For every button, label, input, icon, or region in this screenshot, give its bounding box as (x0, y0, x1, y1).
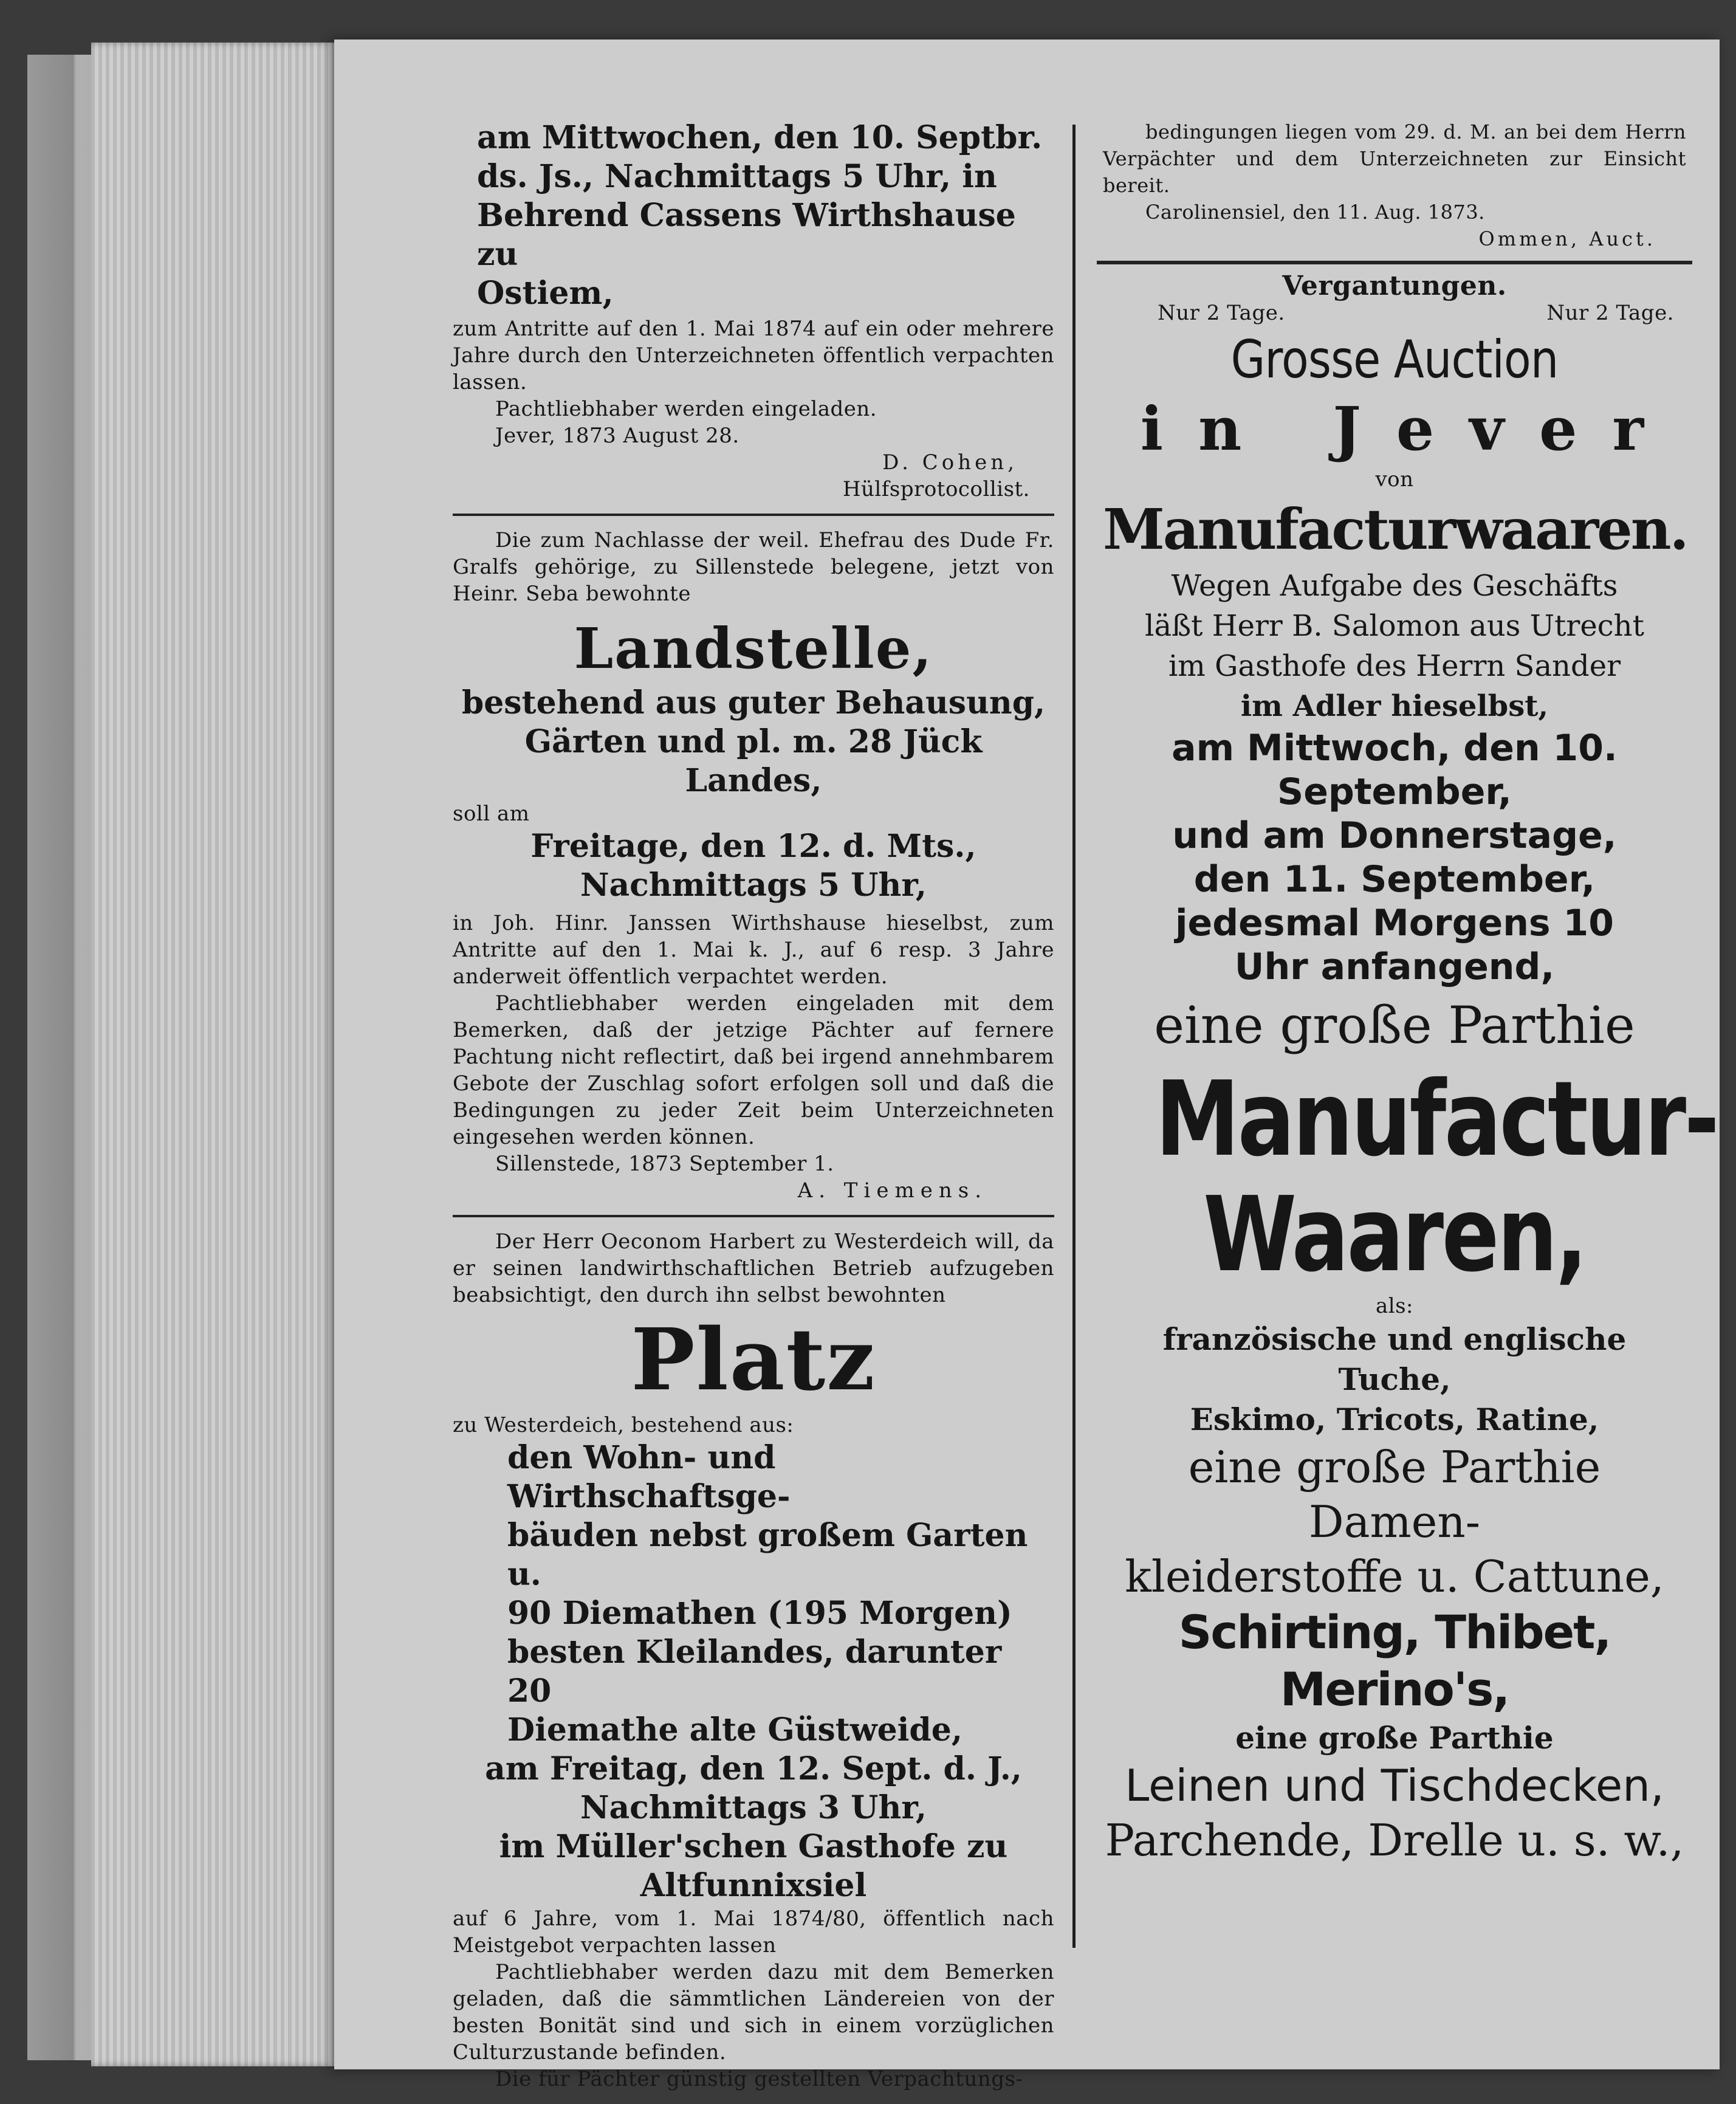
ad-platz (453, 1228, 1054, 2092)
divider (1097, 261, 1692, 264)
ad1-line: am Mittwochen, den 10. Septbr. (477, 119, 1043, 156)
ad2-date: Freitage, den 12. d. Mts., (530, 828, 976, 865)
ad3-lead: zu Westerdeich, bestehend aus: (453, 1413, 794, 1437)
date-line: jedesmal Morgens 10 (1175, 902, 1614, 944)
ad2-sub: Gärten und pl. m. 28 Jück (524, 723, 983, 760)
ad3-headline: Platz (631, 1310, 876, 1410)
partie-line: eine große Parthie (1154, 995, 1635, 1055)
days-left: Nur 2 Tage. (1158, 301, 1285, 325)
ad-landstelle (453, 527, 1054, 1204)
days-row (1103, 300, 1686, 326)
cont-body: bedingungen liegen vom 29. d. M. an bei dem Herrn Verpächter und dem Unterzeichneten zur Einsicht bereit. (1103, 120, 1686, 197)
ad1-place-date: Jever, 1873 August 28. (495, 424, 739, 448)
newspaper-page (334, 40, 1720, 2091)
goods-line: französische und englische Tuche, (1162, 1321, 1627, 1397)
ad3-date: im Müller'schen Gasthofe zu (499, 1828, 1008, 1865)
ad2-sub: Landes, (685, 762, 822, 799)
ad3-item: besten Kleilandes, darunter 20 (507, 1634, 1002, 1710)
ad-grosse-auction (1103, 270, 1718, 1868)
divider (453, 514, 1054, 516)
left-column (453, 119, 1054, 2092)
column-divider (1072, 125, 1076, 1948)
ad2-headline: Landstelle, (574, 616, 933, 681)
ad1-body: zum Antritte auf den 1. Mai 1874 auf ein oder mehrere Jahre durch den Unterzeichneten öffentlich verpachten lassen. (453, 317, 1054, 394)
ad1-signature-title: Hülfsprotocollist. (842, 477, 1030, 501)
ad-ostiem (453, 119, 1054, 503)
date-line: den 11. September, (1193, 858, 1596, 901)
divider (453, 1215, 1054, 1217)
ad3-date: Nachmittags 3 Uhr, (580, 1789, 927, 1826)
continued-notice (1103, 119, 1686, 252)
date-line: am Mittwoch, den 10. (1172, 727, 1618, 769)
title-manufacturwaaren: Manufacturwaaren. (1103, 497, 1687, 562)
cont-signature: Ommen, Auct. (1478, 227, 1656, 250)
ad3-body2: Pachtliebhaber werden dazu mit dem Bemerken geladen, daß die sämmtlichen Ländereien von der besten Bonität sind und sich in einem vorzüglichen Culturzustande befinden. (453, 1960, 1054, 2064)
ad3-item: 90 Diemathen (195 Morgen) (507, 1595, 1012, 1632)
ad2-sub: bestehend aus guter Behausung, (461, 684, 1046, 721)
goods-line: Parchende, Drelle u. s. w., (1105, 1815, 1684, 1866)
cont-place-date: Carolinensiel, den 11. Aug. 1873. (1145, 201, 1485, 224)
section-heading: Vergantungen. (1282, 270, 1507, 301)
title-grosse-auction: Grosse Auction (1230, 329, 1559, 390)
page-stack (91, 43, 346, 2066)
ad2-soll-am: soll am (453, 802, 530, 826)
goods-line: Leinen und Tischdecken, (1125, 1760, 1664, 1811)
ad3-date: Altfunnixsiel (640, 1867, 867, 1904)
ad-line: Wegen Aufgabe des Geschäfts (1171, 569, 1618, 603)
ad3-date: am Freitag, den 12. Sept. d. J., (485, 1750, 1022, 1787)
ad3-body1: auf 6 Jahre, vom 1. Mai 1874/80, öffentlich nach Meistgebot verpachten lassen (453, 1906, 1054, 1958)
ad1-line: ds. Js., Nachmittags 5 Uhr, in (477, 158, 997, 195)
date-line: September, (1277, 771, 1512, 813)
goods-line: Eskimo, Tricots, Ratine, (1190, 1401, 1599, 1437)
goods-line: Schirting, Thibet, Merino's, (1178, 1605, 1611, 1716)
ad-line: im Adler hieselbst, (1240, 689, 1549, 723)
goods-line: eine große Parthie (1235, 1720, 1554, 1756)
ad1-invite: Pachtliebhaber werden eingeladen. (495, 397, 877, 421)
date-line: und am Donnerstage, (1172, 814, 1617, 857)
ad2-body1: in Joh. Hinr. Janssen Wirthshause hieselbst, zum Antritte auf den 1. Mai k. J., auf 6 resp. 3 Jahre anderweit öffentlich verpachtet werden. (453, 911, 1054, 989)
ad3-body3: Die für Pächter günstig gestellten Verpachtungs- (495, 2067, 1023, 2091)
ad3-item: den Wohn- und Wirthschaftsge- (507, 1439, 791, 1515)
title-in-jever: in Jever (1140, 394, 1679, 464)
ad2-place-date: Sillenstede, 1873 September 1. (495, 1152, 834, 1176)
right-column (1103, 119, 1718, 1868)
als: als: (1375, 1294, 1414, 1318)
ad2-intro: Die zum Nachlasse der weil. Ehefrau des Dude Fr. Gralfs gehörige, zu Sillenstede belegene, jetzt von Heinr. Seba bewohnte (453, 528, 1054, 606)
ad3-intro: Der Herr Oeconom Harbert zu Westerdeich will, da er seinen landwirthschaftlichen Betrieb aufzugeben beabsichtigt, den durch ihn selbst bewohnten (453, 1229, 1054, 1307)
ad2-date: Nachmittags 5 Uhr, (580, 867, 927, 904)
goods-line: kleiderstoffe u. Cattune, (1125, 1551, 1664, 1602)
ad1-signature: D. Cohen, (882, 450, 1018, 475)
ad3-item: Diemathe alte Güstweide, (507, 1711, 962, 1748)
ad2-signature: A. Tiemens. (797, 1178, 987, 1203)
ad1-line: Behrend Cassens Wirthshause zu (477, 197, 1016, 273)
ad-line: läßt Herr B. Salomon aus Utrecht (1145, 609, 1644, 643)
big-waaren: Waaren, (1203, 1175, 1586, 1295)
ad3-item: bäuden nebst großem Garten u. (507, 1517, 1028, 1593)
days-right: Nur 2 Tage. (1546, 301, 1674, 325)
big-manufactur: Manufactur- (1155, 1059, 1718, 1180)
von: von (1375, 467, 1414, 492)
date-line: Uhr anfangend, (1234, 946, 1555, 988)
goods-line: eine große Parthie Damen- (1188, 1442, 1601, 1547)
ad2-body2: Pachtliebhaber werden eingeladen mit dem Bemerken, daß der jetzige Pächter auf fernere Pachtung nicht reflectirt, daß bei irgend annehmbarem Gebote der Zuschlag sofort erfolgen soll und daß die Bedingungen zu jeder Zeit beim Unterzeichneten eingesehen werden können. (453, 991, 1054, 1149)
ad1-line: Ostiem, (477, 275, 614, 312)
ad-line: im Gasthofe des Herrn Sander (1168, 649, 1621, 683)
